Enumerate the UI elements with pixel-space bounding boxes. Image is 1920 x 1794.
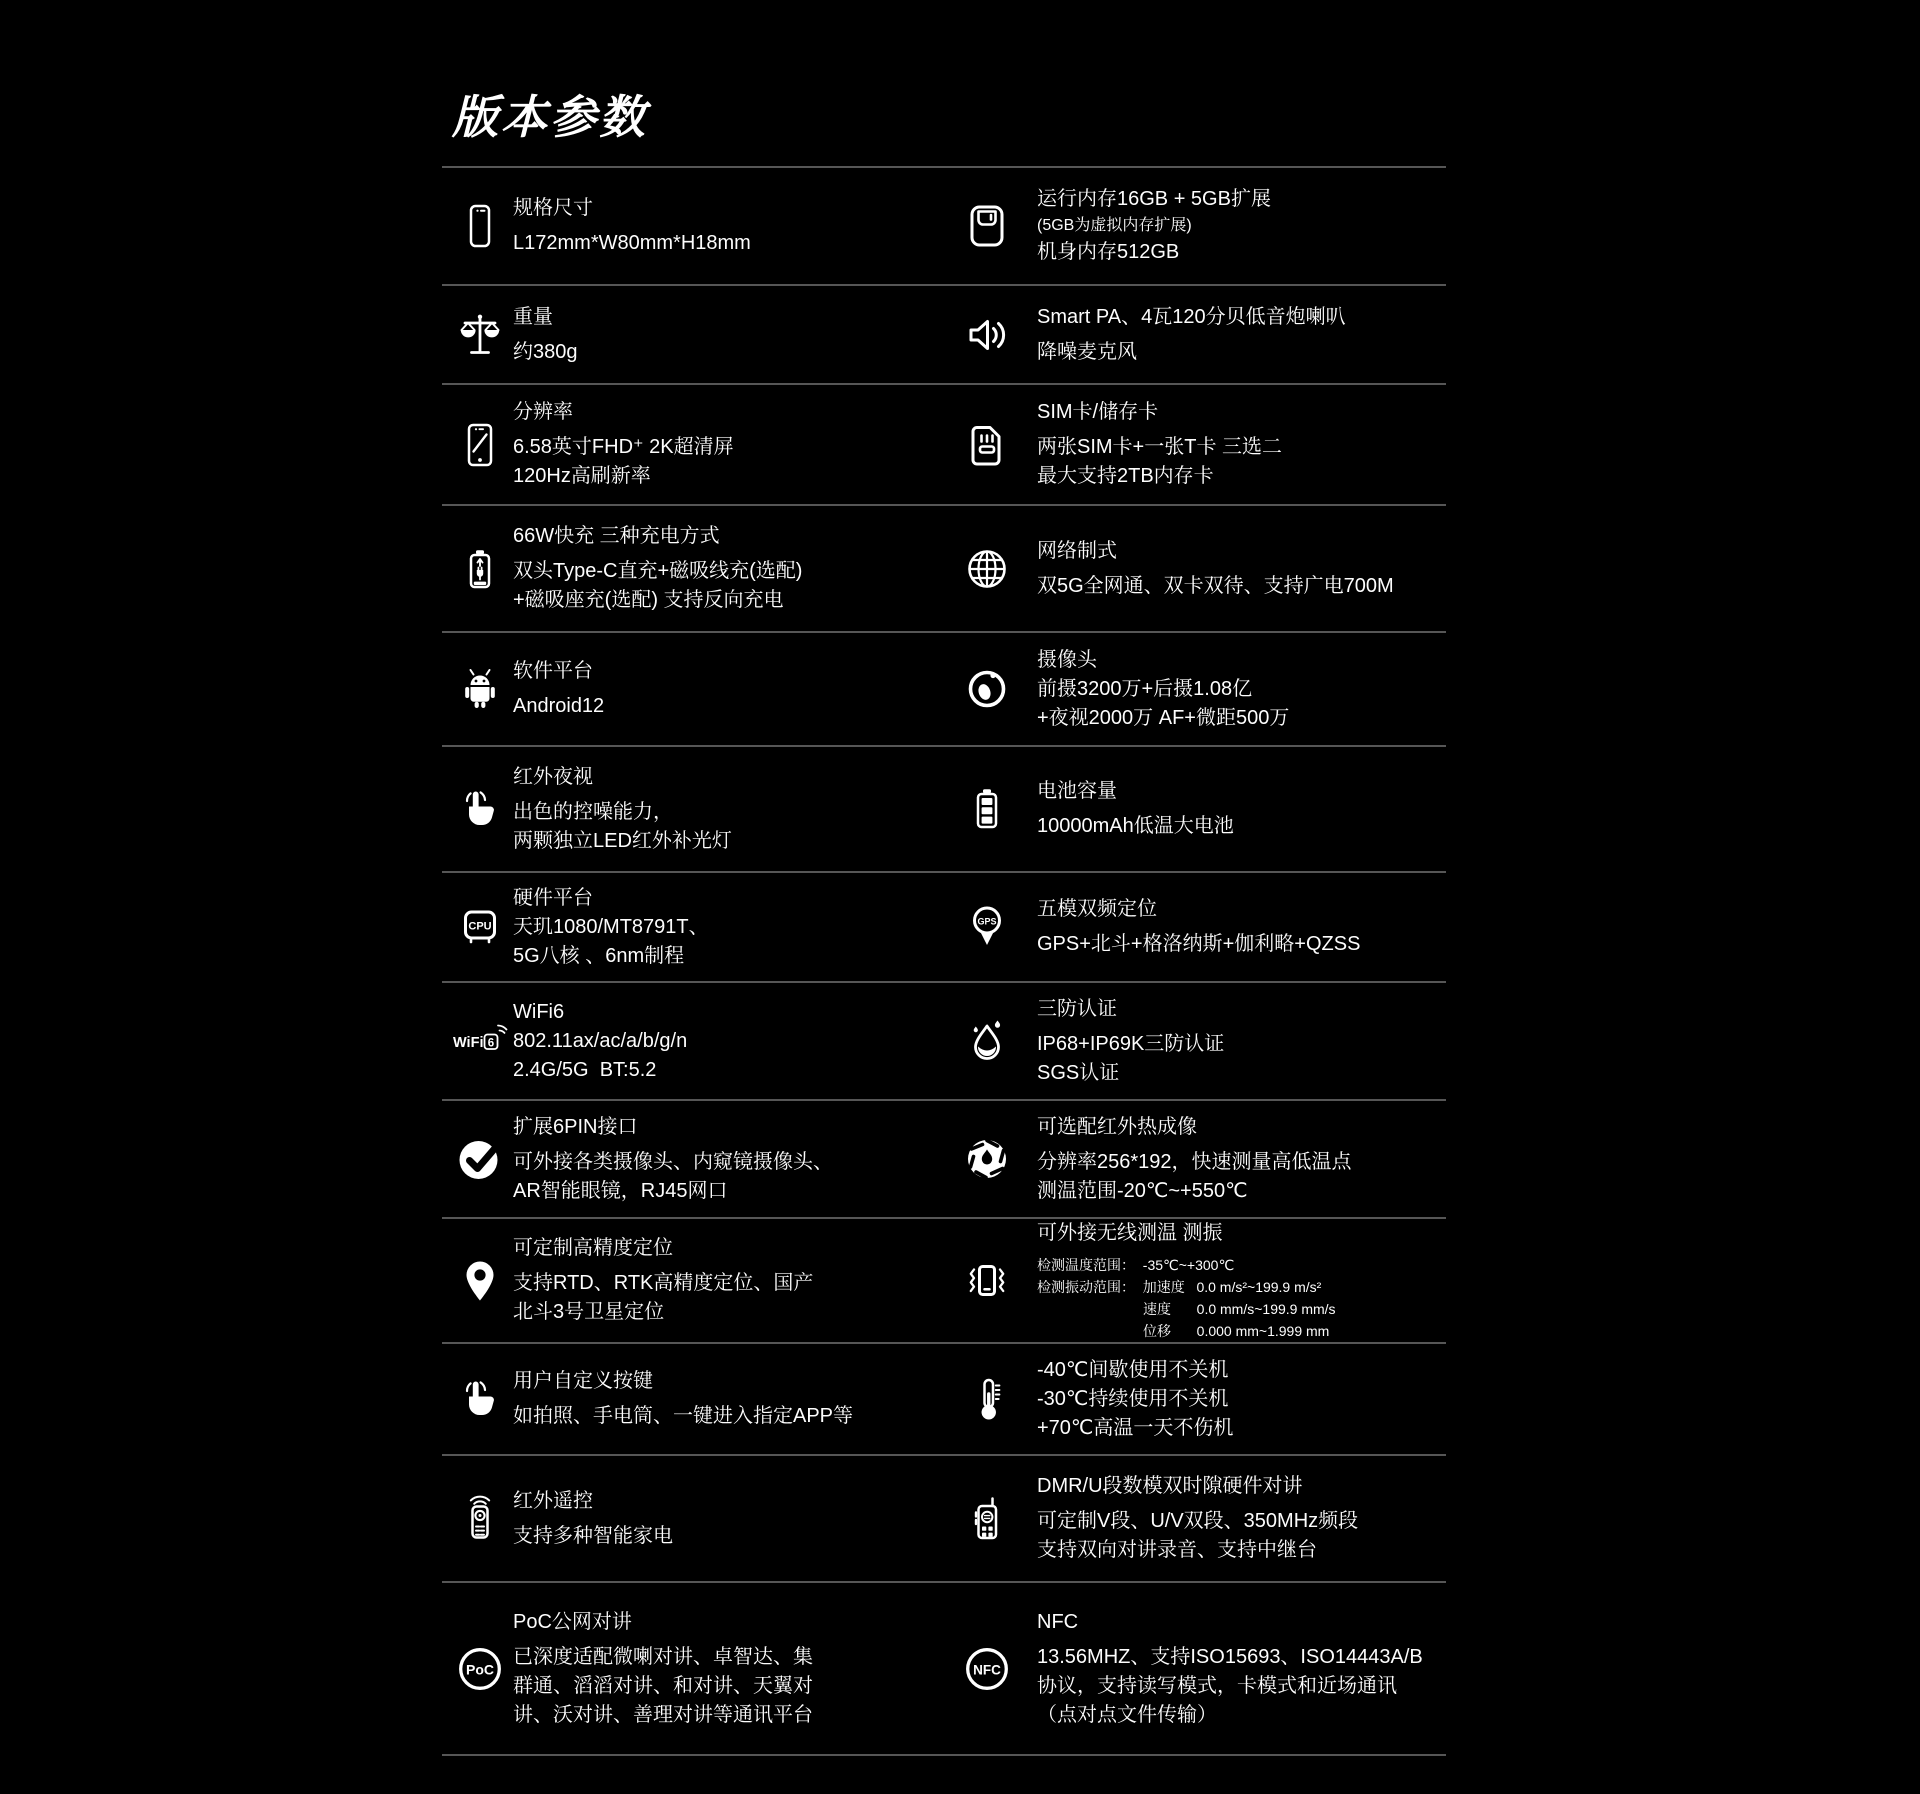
battery-level-icon	[963, 783, 1011, 835]
waterproof-drop-icon	[963, 1015, 1011, 1067]
spec-line: 已深度适配微喇对讲、卓智达、集	[513, 1645, 813, 1668]
spec-text-block	[1037, 1608, 1423, 1730]
spec-line: 机身内存512GB	[1037, 241, 1180, 263]
spec-item-right	[963, 995, 1446, 1088]
thermal-imaging-icon	[963, 1133, 1011, 1185]
tap-gesture-icon	[456, 1373, 504, 1425]
spec-line: +夜视2000万 AF+微距500万	[1037, 706, 1290, 729]
spec-text-block	[1037, 777, 1234, 841]
spec-row	[442, 873, 1446, 983]
spec-item-left	[442, 998, 963, 1085]
spec-row	[442, 168, 1446, 286]
svg-text:NFC: NFC	[973, 1662, 1001, 1677]
spec-text-block	[513, 1608, 813, 1730]
spec-text-block	[513, 522, 802, 615]
spec-line: 分辨率256*192，快速测量高低温点	[1037, 1150, 1352, 1173]
spec-line: 可外接无线测温 测振	[1037, 1222, 1223, 1244]
cpu-icon	[456, 901, 504, 953]
spec-row	[442, 1583, 1446, 1756]
spec-line: 支持RTD、RTK高精度定位、国产	[513, 1272, 814, 1294]
spec-row	[442, 1219, 1446, 1344]
spec-line: 电池容量	[1037, 780, 1117, 802]
spec-line: 红外夜视	[513, 765, 593, 788]
spec-text-block	[1037, 995, 1224, 1088]
spec-line: (5GB为虚拟内存扩展)	[1037, 217, 1192, 234]
check-circle-icon	[456, 1133, 504, 1185]
spec-item-left	[442, 522, 963, 615]
spec-line: Smart PA、4瓦120分贝低音炮喇叭	[1037, 305, 1346, 328]
spec-row	[442, 983, 1446, 1101]
spec-text-block	[513, 763, 732, 856]
spec-item-right	[963, 1608, 1446, 1730]
spec-item-left	[442, 657, 963, 721]
spec-line: 802.11ax/ac/a/b/g/n	[513, 1029, 688, 1052]
spec-line: 分辨率	[513, 401, 573, 423]
smartphone-outline-icon	[456, 200, 504, 252]
spec-line: NFC	[1037, 1610, 1079, 1633]
tap-gesture-icon	[456, 783, 504, 835]
spec-text-block	[1037, 537, 1394, 601]
spec-item-right	[963, 895, 1446, 959]
spec-line: 降噪麦克风	[1037, 340, 1137, 363]
spec-text-block	[513, 194, 751, 258]
phone-screen-icon	[456, 419, 504, 471]
spec-row	[442, 747, 1446, 873]
spec-line: 群通、滔滔对讲、和对讲、天翼对	[513, 1674, 813, 1697]
spec-text-block	[513, 303, 578, 367]
spec-item-left	[442, 884, 963, 971]
spec-line: +70℃高温一天不伤机	[1037, 1416, 1234, 1439]
spec-row	[442, 1344, 1446, 1456]
globe-icon	[963, 543, 1011, 595]
spec-item-left	[442, 398, 963, 491]
spec-line: 出色的控噪能力，	[513, 800, 673, 823]
spec-line: 测温范围-20℃~+550℃	[1037, 1179, 1248, 1202]
spec-line: 摄像头	[1037, 648, 1097, 671]
spec-line: -30℃持续使用不关机	[1037, 1387, 1229, 1410]
spec-line: 两颗独立LED红外补光灯	[513, 829, 732, 852]
spec-line: 66W快充 三种充电方式	[513, 525, 720, 547]
spec-item-right	[963, 646, 1446, 733]
spec-text-block	[1037, 1113, 1352, 1206]
spec-line: 检测温度范围： -35℃~+300℃	[1037, 1257, 1235, 1273]
spec-row	[442, 506, 1446, 633]
spec-text-block	[513, 1113, 833, 1206]
spec-text-block	[1037, 646, 1289, 733]
spec-line: SGS认证	[1037, 1061, 1120, 1084]
spec-row	[442, 633, 1446, 747]
spec-item-right	[963, 777, 1446, 841]
spec-item-left	[442, 194, 963, 258]
spec-line: -40℃间歇使用不关机	[1037, 1358, 1229, 1381]
spec-line: 10000mAh低温大电池	[1037, 815, 1234, 837]
spec-line: PoC公网对讲	[513, 1610, 632, 1633]
spec-row	[442, 1101, 1446, 1219]
spec-item-right	[963, 398, 1446, 491]
spec-line: 约380g	[513, 340, 578, 363]
spec-line: 红外遥控	[513, 1489, 593, 1512]
spec-text-block	[1037, 303, 1346, 367]
spec-text-block	[1037, 895, 1360, 959]
spec-line: 120Hz高刷新率	[513, 465, 651, 487]
battery-charging-icon	[456, 543, 504, 595]
spec-line: 6.58英寸FHD⁺ 2K超清屏	[513, 436, 734, 458]
spec-line: 支持多种智能家电	[513, 1524, 673, 1547]
spec-line: 检测振动范围： 加速度 0.0 m/s²~199.9 m/s²	[1037, 1279, 1322, 1295]
spec-line: 2.4G/5G BT:5.2	[513, 1058, 657, 1081]
spec-line: 双头Type-C直充+磁吸线充(选配)	[513, 560, 803, 582]
spec-line: 速度 0.0 mm/s~199.9 mm/s	[1143, 1301, 1336, 1317]
speaker-icon	[963, 309, 1011, 361]
spec-item-left	[442, 1487, 963, 1551]
svg-text:WiFi: WiFi	[453, 1035, 484, 1051]
spec-line: 硬件平台	[513, 886, 593, 909]
spec-line: GPS+北斗+格洛纳斯+伽利略+QZSS	[1037, 933, 1361, 955]
spec-text-block	[1037, 185, 1271, 267]
spec-text-block	[513, 998, 687, 1085]
spec-line: 协议，支持读写模式，卡模式和近场通讯	[1037, 1674, 1397, 1697]
sim-card-icon	[963, 419, 1011, 471]
spec-line: 重量	[513, 305, 553, 328]
spec-text-block	[1037, 398, 1282, 491]
poc-badge-icon	[456, 1643, 504, 1695]
spec-line: +磁吸座充(选配) 支持反向充电	[513, 589, 784, 611]
spec-text-block	[513, 1367, 853, 1431]
svg-text:6: 6	[487, 1037, 495, 1050]
spec-line: 可定制高精度定位	[513, 1237, 673, 1259]
spec-row	[442, 1456, 1446, 1583]
spec-item-right	[963, 537, 1446, 601]
spec-line: 5G八核 、6nm制程	[513, 944, 685, 967]
spec-text-block	[513, 657, 604, 721]
spec-line: 双5G全网通、双卡双待、支持广电700M	[1037, 574, 1394, 597]
spec-text-block	[513, 884, 709, 971]
spec-text-block	[513, 398, 734, 491]
spec-line: L172mm*W80mm*H18mm	[513, 232, 751, 254]
spec-line: 三防认证	[1037, 997, 1117, 1020]
spec-item-right	[963, 1219, 1446, 1342]
spec-line: IP68+IP69K三防认证	[1037, 1032, 1225, 1055]
walkie-talkie-icon	[963, 1493, 1011, 1545]
spec-line: SIM卡/储存卡	[1037, 401, 1159, 423]
spec-item-right	[963, 185, 1446, 267]
spec-line: 天玑1080/MT8791T、	[513, 915, 709, 938]
spec-line: 最大支持2TB内存卡	[1037, 465, 1214, 487]
spec-row	[442, 286, 1446, 385]
spec-text-block	[513, 1234, 813, 1327]
wifi6-logo-icon	[453, 1015, 504, 1067]
spec-line: （点对点文件传输）	[1037, 1703, 1217, 1726]
spec-line: 两张SIM卡+一张T卡 三选二	[1037, 436, 1283, 458]
spec-item-left	[442, 1367, 963, 1431]
spec-line: 可选配红外热成像	[1037, 1115, 1197, 1138]
spec-line: 规格尺寸	[513, 197, 593, 219]
location-pin-icon	[456, 1255, 504, 1307]
spec-line: 用户自定义按键	[513, 1370, 653, 1392]
spec-item-left	[442, 763, 963, 856]
spec-item-right	[963, 303, 1446, 367]
gps-pin-icon	[963, 901, 1011, 953]
spec-item-left	[442, 1113, 963, 1206]
nfc-badge-icon	[963, 1643, 1011, 1695]
spec-text-block	[1037, 1219, 1336, 1342]
scale-icon	[456, 309, 504, 361]
spec-item-right	[963, 1113, 1446, 1206]
spec-line: WiFi6	[513, 1000, 565, 1023]
page-title: 版本参数	[452, 91, 648, 143]
spec-rows	[442, 166, 1446, 1756]
svg-text:CPU: CPU	[468, 920, 492, 933]
spec-line: 讲、沃对讲、善理对讲等通讯平台	[513, 1703, 813, 1726]
spec-line: 前摄3200万+后摄1.08亿	[1037, 677, 1253, 700]
vibration-phone-icon	[963, 1255, 1011, 1307]
spec-line: 运行内存16GB + 5GB扩展	[1037, 188, 1271, 210]
spec-sheet	[442, 88, 1446, 1756]
spec-line: 可外接各类摄像头、内窥镜摄像头、	[513, 1150, 833, 1173]
spec-item-left	[442, 1608, 963, 1730]
spec-line: Android12	[513, 695, 605, 717]
spec-item-left	[442, 1234, 963, 1327]
spec-item-right	[963, 1356, 1446, 1443]
spec-line: AR智能眼镜，RJ45网口	[513, 1179, 728, 1202]
spec-line: 北斗3号卫星定位	[513, 1301, 665, 1323]
spec-item-left	[442, 303, 963, 367]
spec-line: 如拍照、手电筒、一键进入指定APP等	[513, 1405, 854, 1427]
remote-control-icon	[456, 1493, 504, 1545]
spec-line: 网络制式	[1037, 539, 1117, 562]
spec-row	[442, 385, 1446, 506]
spec-line: 位移 0.000 mm~1.999 mm	[1143, 1323, 1330, 1339]
thermometer-icon	[963, 1373, 1011, 1425]
spec-item-right	[963, 1472, 1446, 1565]
spec-line: 扩展6PIN接口	[513, 1115, 638, 1138]
memory-card-icon	[963, 200, 1011, 252]
spec-line: 13.56MHZ、支持ISO15693、ISO14443A/B	[1037, 1645, 1423, 1668]
spec-line: DMR/U段数模双时隙硬件对讲	[1037, 1475, 1303, 1497]
android-icon	[456, 663, 504, 715]
spec-text-block	[1037, 1472, 1358, 1565]
spec-text-block	[1037, 1356, 1233, 1443]
spec-line: 支持双向对讲录音、支持中继台	[1037, 1539, 1317, 1561]
camera-lens-icon	[963, 663, 1011, 715]
svg-text:PoC: PoC	[466, 1661, 494, 1677]
svg-text:GPS: GPS	[977, 916, 997, 927]
spec-line: 五模双频定位	[1037, 898, 1157, 920]
spec-line: 软件平台	[513, 660, 593, 682]
spec-text-block	[513, 1487, 673, 1551]
spec-line: 可定制V段、U/V双段、350MHz频段	[1037, 1510, 1359, 1532]
